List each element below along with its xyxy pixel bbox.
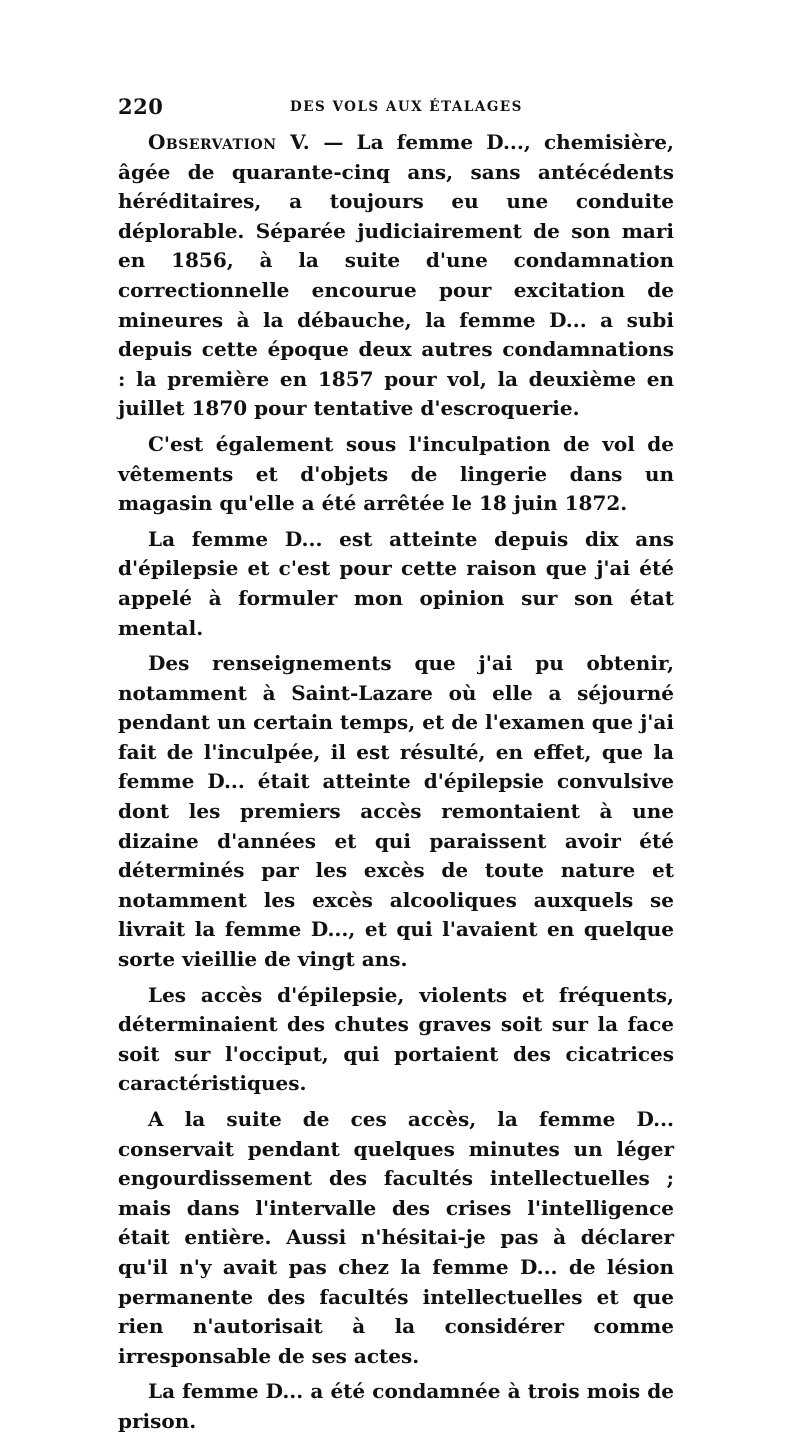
running-title: DES VOLS AUX ÉTALAGES [290, 99, 523, 115]
paragraph: La femme D... est atteinte depuis dix ans d'épilepsie et c'est pour cette raison que j'ai été appelé à formuler mon opinion sur son état mental. [118, 526, 674, 640]
page-number: 220 [118, 94, 164, 119]
paragraph: A la suite de ces accès, la femme D... conservait pendant quelques minutes un léger engourdissement des facultés intellectuelles ; mais dans l'intervalle des crises l'intelligence était entière. Aussi n'hésitai-je pas à déclarer qu'il n'y avait pas chez la femme D... de lésion permanente des facultés intellectuelles et que rien n'autorisait à la considérer comme irresponsable de ses actes. [118, 1107, 674, 1368]
observation-label: Observation V. [148, 130, 311, 154]
paragraph: Les accès d'épilepsie, violents et fréquents, déterminaient des chutes graves soit sur la face soit sur l'occiput, qui portaient des cicatrices caractéristiques. [118, 982, 674, 1096]
paragraph-observation [118, 128, 674, 424]
paragraph: Des renseignements que j'ai pu obtenir, notamment à Saint-Lazare où elle a séjourné pendant un certain temps, et de l'examen que j'ai fait de l'inculpée, il est résulté, en effet, que la femme D... était atteinte d'épilepsie convulsive dont les premiers accès remontaient à une dizaine d'années et qui paraissent avoir été déterminés par les excès de toute nature et notamment les excès alcooliques auxquels se livrait la femme D..., et qui l'avaient en quelque sorte vieillie de vingt ans. [118, 651, 674, 972]
paragraph-verdict: La femme D... a été condamnée à trois mois de prison. [118, 1379, 674, 1433]
paragraph: C'est également sous l'inculpation de vol de vêtements et d'objets de lingerie dans un magasin qu'elle a été arrêtée le 18 juin 1872. [118, 431, 674, 516]
running-head [118, 94, 674, 120]
body-text [118, 128, 674, 1443]
paragraph-text: — La femme D..., chemisière, âgée de quarante-cinq ans, sans antécédents héréditaires, a toujours eu une conduite déplorable. Séparée judiciairement de son mari en 1856, à la suite d'une condamnation correctionnelle encourue pour excitation de mineures à la débauche, la femme D... a subi depuis cette époque deux autres condamnations : la première en 1857 pour vol, la deuxième en juillet 1870 pour tentative d'escroquerie. [118, 130, 674, 421]
